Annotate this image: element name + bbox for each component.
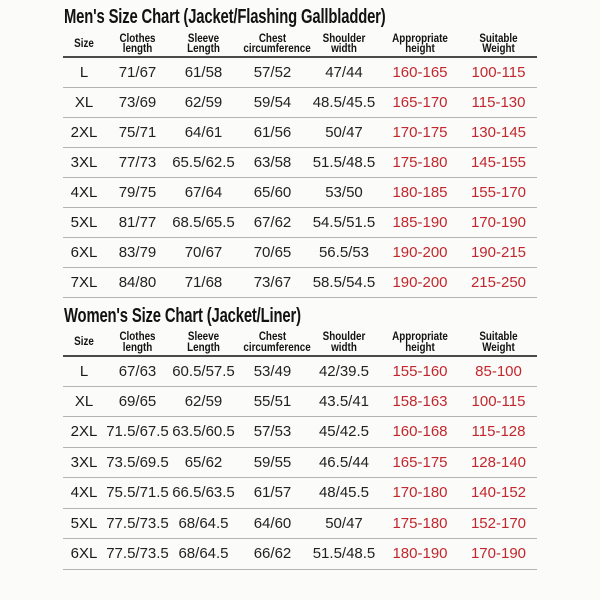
value-cell: 64/60 xyxy=(237,508,308,539)
value-cell: 170-180 xyxy=(380,478,460,509)
womens-table-body xyxy=(63,356,537,570)
value-cell: 65.5/62.5 xyxy=(170,147,237,177)
value-cell: 62/59 xyxy=(170,386,237,417)
value-cell: 71/67 xyxy=(105,57,170,87)
value-cell: 140-152 xyxy=(460,478,537,509)
size-cell: 4XL xyxy=(63,177,105,207)
size-row-6XL xyxy=(63,237,537,267)
size-cell: 6XL xyxy=(63,539,105,570)
size-cell: 2XL xyxy=(63,117,105,147)
value-cell: 75/71 xyxy=(105,117,170,147)
value-cell: 51.5/48.5 xyxy=(308,147,380,177)
value-cell: 190-200 xyxy=(380,237,460,267)
value-cell: 180-185 xyxy=(380,177,460,207)
size-row-2XL xyxy=(63,417,537,448)
value-cell: 47/44 xyxy=(308,57,380,87)
value-cell: 67/64 xyxy=(170,177,237,207)
value-cell: 63/58 xyxy=(237,147,308,177)
value-cell: 73/69 xyxy=(105,87,170,117)
value-cell: 48/45.5 xyxy=(308,478,380,509)
size-cell: 3XL xyxy=(63,147,105,177)
value-cell: 84/80 xyxy=(105,267,170,297)
value-cell: 185-190 xyxy=(380,207,460,237)
value-cell: 65/62 xyxy=(170,447,237,478)
size-row-3XL xyxy=(63,447,537,478)
value-cell: 58.5/54.5 xyxy=(308,267,380,297)
womens-chart-title-text: Women's Size Chart (Jacket/Liner) xyxy=(64,304,301,327)
size-cell: L xyxy=(63,356,105,387)
value-cell: 68/64.5 xyxy=(170,539,237,570)
value-cell: 54.5/51.5 xyxy=(308,207,380,237)
value-cell: 130-145 xyxy=(460,117,537,147)
size-row-XL xyxy=(63,87,537,117)
size-row-L xyxy=(63,356,537,387)
column-header: Size xyxy=(63,32,105,57)
value-cell: 152-170 xyxy=(460,508,537,539)
value-cell: 160-165 xyxy=(380,57,460,87)
mens-chart-title-text: Men's Size Chart (Jacket/Flashing Gallbladder) xyxy=(64,6,386,28)
value-cell: 66.5/63.5 xyxy=(170,478,237,509)
size-row-5XL xyxy=(63,207,537,237)
size-cell: XL xyxy=(63,386,105,417)
value-cell: 190-215 xyxy=(460,237,537,267)
value-cell: 79/75 xyxy=(105,177,170,207)
size-row-4XL xyxy=(63,478,537,509)
value-cell: 83/79 xyxy=(105,237,170,267)
value-cell: 155-170 xyxy=(460,177,537,207)
value-cell: 62/59 xyxy=(170,87,237,117)
column-header: Sleeve Length xyxy=(170,331,237,356)
value-cell: 190-200 xyxy=(380,267,460,297)
value-cell: 71/68 xyxy=(170,267,237,297)
size-cell: 4XL xyxy=(63,478,105,509)
value-cell: 165-170 xyxy=(380,87,460,117)
value-cell: 115-128 xyxy=(460,417,537,448)
value-cell: 65/60 xyxy=(237,177,308,207)
value-cell: 77.5/73.5 xyxy=(105,508,170,539)
value-cell: 61/58 xyxy=(170,57,237,87)
value-cell: 67/62 xyxy=(237,207,308,237)
value-cell: 63.5/60.5 xyxy=(170,417,237,448)
value-cell: 68/64.5 xyxy=(170,508,237,539)
value-cell: 46.5/44 xyxy=(308,447,380,478)
size-cell: 2XL xyxy=(63,417,105,448)
value-cell: 70/67 xyxy=(170,237,237,267)
value-cell: 59/54 xyxy=(237,87,308,117)
value-cell: 77.5/73.5 xyxy=(105,539,170,570)
value-cell: 67/63 xyxy=(105,356,170,387)
value-cell: 70/65 xyxy=(237,237,308,267)
column-header: Chest circumference xyxy=(237,32,308,57)
value-cell: 175-180 xyxy=(380,508,460,539)
value-cell: 170-190 xyxy=(460,539,537,570)
column-header: Sleeve Length xyxy=(170,32,237,57)
column-header: Chest circumference xyxy=(237,331,308,356)
column-header: Appropriate height xyxy=(380,331,460,356)
womens-size-table xyxy=(63,331,537,570)
size-row-6XL xyxy=(63,539,537,570)
value-cell: 60.5/57.5 xyxy=(170,356,237,387)
size-row-5XL xyxy=(63,508,537,539)
value-cell: 68.5/65.5 xyxy=(170,207,237,237)
value-cell: 69/65 xyxy=(105,386,170,417)
value-cell: 81/77 xyxy=(105,207,170,237)
value-cell: 73/67 xyxy=(237,267,308,297)
value-cell: 66/62 xyxy=(237,539,308,570)
column-header: Shoulder width xyxy=(308,32,380,57)
value-cell: 45/42.5 xyxy=(308,417,380,448)
value-cell: 165-175 xyxy=(380,447,460,478)
size-row-4XL xyxy=(63,177,537,207)
header-row xyxy=(63,331,537,356)
size-cell: 6XL xyxy=(63,237,105,267)
column-header: Clothes length xyxy=(105,32,170,57)
value-cell: 51.5/48.5 xyxy=(308,539,380,570)
value-cell: 115-130 xyxy=(460,87,537,117)
mens-size-chart-section xyxy=(0,0,600,298)
mens-table-body xyxy=(63,57,537,297)
size-row-2XL xyxy=(63,117,537,147)
size-cell: L xyxy=(63,57,105,87)
value-cell: 175-180 xyxy=(380,147,460,177)
value-cell: 53/50 xyxy=(308,177,380,207)
value-cell: 155-160 xyxy=(380,356,460,387)
value-cell: 43.5/41 xyxy=(308,386,380,417)
value-cell: 57/53 xyxy=(237,417,308,448)
value-cell: 50/47 xyxy=(308,117,380,147)
value-cell: 71.5/67.5 xyxy=(105,417,170,448)
womens-table-header xyxy=(63,331,537,356)
womens-chart-title xyxy=(64,298,600,326)
column-header: Clothes length xyxy=(105,331,170,356)
size-cell: XL xyxy=(63,87,105,117)
mens-chart-title xyxy=(64,0,600,27)
column-header: Suitable Weight xyxy=(460,331,537,356)
value-cell: 158-163 xyxy=(380,386,460,417)
value-cell: 64/61 xyxy=(170,117,237,147)
value-cell: 75.5/71.5 xyxy=(105,478,170,509)
header-row xyxy=(63,32,537,57)
value-cell: 160-168 xyxy=(380,417,460,448)
value-cell: 170-190 xyxy=(460,207,537,237)
value-cell: 85-100 xyxy=(460,356,537,387)
womens-size-chart-section xyxy=(0,298,600,570)
mens-size-table xyxy=(63,32,537,298)
value-cell: 180-190 xyxy=(380,539,460,570)
value-cell: 55/51 xyxy=(237,386,308,417)
value-cell: 100-115 xyxy=(460,57,537,87)
size-cell: 5XL xyxy=(63,508,105,539)
value-cell: 56.5/53 xyxy=(308,237,380,267)
value-cell: 73.5/69.5 xyxy=(105,447,170,478)
value-cell: 53/49 xyxy=(237,356,308,387)
value-cell: 61/56 xyxy=(237,117,308,147)
size-row-XL xyxy=(63,386,537,417)
column-header: Size xyxy=(63,331,105,356)
value-cell: 215-250 xyxy=(460,267,537,297)
size-row-7XL xyxy=(63,267,537,297)
size-row-L xyxy=(63,57,537,87)
value-cell: 42/39.5 xyxy=(308,356,380,387)
value-cell: 50/47 xyxy=(308,508,380,539)
size-row-3XL xyxy=(63,147,537,177)
size-cell: 3XL xyxy=(63,447,105,478)
value-cell: 59/55 xyxy=(237,447,308,478)
value-cell: 77/73 xyxy=(105,147,170,177)
value-cell: 128-140 xyxy=(460,447,537,478)
column-header: Suitable Weight xyxy=(460,32,537,57)
value-cell: 48.5/45.5 xyxy=(308,87,380,117)
value-cell: 170-175 xyxy=(380,117,460,147)
value-cell: 100-115 xyxy=(460,386,537,417)
value-cell: 61/57 xyxy=(237,478,308,509)
mens-table-header xyxy=(63,32,537,57)
value-cell: 145-155 xyxy=(460,147,537,177)
value-cell: 57/52 xyxy=(237,57,308,87)
column-header: Appropriate height xyxy=(380,32,460,57)
size-cell: 7XL xyxy=(63,267,105,297)
column-header: Shoulder width xyxy=(308,331,380,356)
size-cell: 5XL xyxy=(63,207,105,237)
